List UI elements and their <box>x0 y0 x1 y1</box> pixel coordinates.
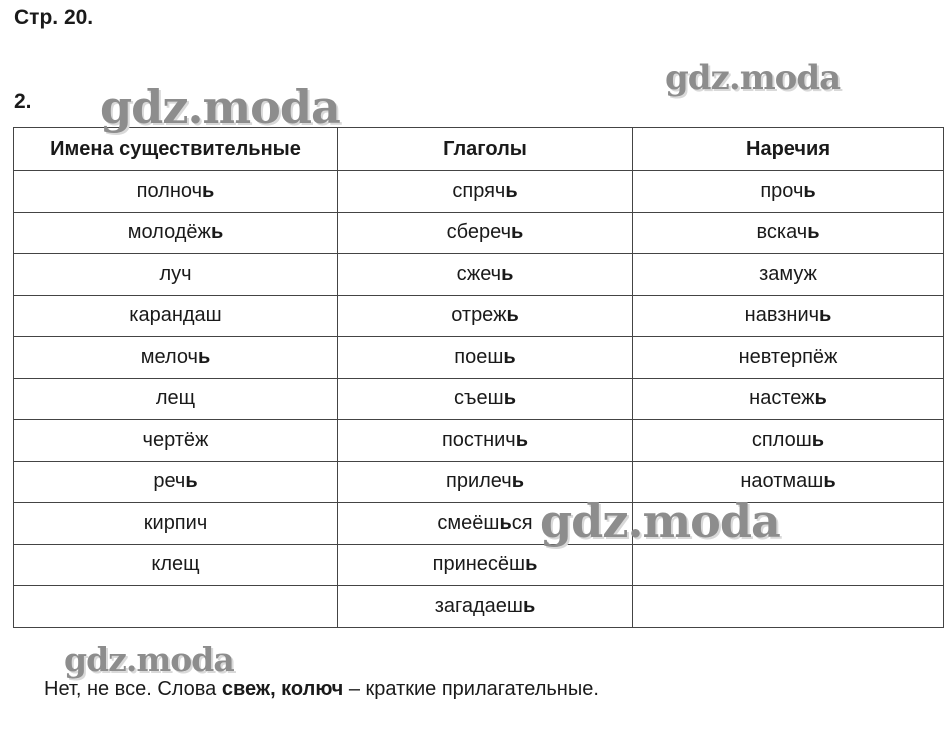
word-stem: невтерпёж <box>738 345 838 368</box>
noun-cell <box>14 544 338 586</box>
conclusion-rest: – краткие прилагательные. <box>343 678 599 700</box>
word-stem: проч <box>760 179 804 202</box>
adverb-cell <box>633 544 944 586</box>
adverb-cell <box>633 295 944 337</box>
table-row <box>14 337 944 379</box>
word-stem: полноч <box>136 179 203 202</box>
table-row <box>14 544 944 586</box>
word-stem: лещ <box>155 387 196 410</box>
word-ending: ь <box>499 511 512 534</box>
word-ending: ь <box>185 470 198 493</box>
word-stem: спряч <box>452 179 506 202</box>
watermark: gdz.moda <box>64 640 234 679</box>
verb-cell <box>338 254 633 296</box>
noun-cell <box>14 295 338 337</box>
word-stem: поеш <box>454 345 504 368</box>
watermark: gdz.moda <box>100 80 340 134</box>
adverb-cell <box>633 337 944 379</box>
page-title: Стр. 20. <box>14 6 94 29</box>
verb-cell <box>338 171 633 213</box>
adverb-cell <box>633 254 944 296</box>
word-stem: отреж <box>451 304 507 327</box>
word-ending: ь <box>823 470 836 493</box>
conclusion-text <box>44 678 599 701</box>
header-adverbs: Наречия <box>633 128 944 171</box>
verb-cell <box>338 586 633 628</box>
conclusion-lead: Нет, не все. Слова <box>44 678 222 700</box>
verb-cell <box>338 337 633 379</box>
noun-cell <box>14 461 338 503</box>
noun-cell <box>14 212 338 254</box>
table-row <box>14 420 944 462</box>
word-ending: ь <box>525 553 538 576</box>
word-ending: ь <box>506 304 519 327</box>
noun-cell <box>14 420 338 462</box>
word-stem: карандаш <box>129 304 222 327</box>
table-row <box>14 586 944 628</box>
watermark: gdz.moda <box>540 494 780 548</box>
word-ending: ь <box>210 221 224 244</box>
table-row <box>14 212 944 254</box>
word-stem: навзнич <box>744 304 820 327</box>
table-row <box>14 254 944 296</box>
word-stem: принесёш <box>432 553 526 576</box>
word-stem: реч <box>153 470 186 493</box>
conclusion-words: свеж, колюч <box>221 678 344 700</box>
word-stem: клещ <box>151 553 200 576</box>
word-stem: сбереч <box>446 221 512 244</box>
verb-cell <box>338 378 633 420</box>
noun-cell <box>14 503 338 545</box>
word-stem: сжеч <box>456 262 502 285</box>
word-stem: постнич <box>441 428 516 451</box>
adverb-cell <box>633 586 944 628</box>
word-ending: ь <box>803 179 816 202</box>
table-row <box>14 461 944 503</box>
verb-cell <box>338 295 633 337</box>
noun-cell <box>14 337 338 379</box>
task-number: 2. <box>14 90 32 113</box>
word-stem: мелоч <box>140 345 198 368</box>
noun-cell <box>14 171 338 213</box>
word-stem: кирпич <box>143 511 208 534</box>
word-ending: ь <box>503 345 516 368</box>
word-ending: ь <box>501 262 514 285</box>
word-stem: вскач <box>756 221 808 244</box>
header-verbs: Глаголы <box>338 128 633 171</box>
word-ending: ь <box>819 304 832 327</box>
noun-cell <box>14 586 338 628</box>
word-ending: ь <box>811 428 825 451</box>
header-nouns: Имена существительные <box>14 128 338 171</box>
word-stem: съеш <box>454 387 504 410</box>
word-ending: ь <box>503 387 516 410</box>
word-stem: чертёж <box>142 428 209 451</box>
table-row <box>14 378 944 420</box>
word-ending: ь <box>807 221 820 244</box>
word-ending: ь <box>197 345 211 368</box>
word-stem: замуж <box>759 262 817 285</box>
word-ending: ь <box>515 428 529 451</box>
noun-cell <box>14 378 338 420</box>
word-ending: ь <box>505 179 518 202</box>
word-stem: наотмаш <box>740 470 824 493</box>
word-stem: луч <box>159 262 192 285</box>
verb-cell <box>338 420 633 462</box>
word-stem: молодёж <box>127 221 211 244</box>
word-stem: смеёш <box>437 511 500 534</box>
words-table <box>13 127 944 628</box>
verb-cell <box>338 544 633 586</box>
word-ending: ь <box>511 221 524 244</box>
adverb-cell <box>633 212 944 254</box>
word-tail: ся <box>511 511 533 534</box>
watermark: gdz.moda <box>665 58 841 98</box>
table-body <box>14 171 944 628</box>
word-stem: прилеч <box>446 470 512 493</box>
adverb-cell <box>633 378 944 420</box>
word-ending: ь <box>511 470 524 493</box>
table-row <box>14 295 944 337</box>
word-stem: сплош <box>751 428 812 451</box>
verb-cell <box>338 212 633 254</box>
word-stem: настеж <box>749 387 815 410</box>
table-row <box>14 171 944 213</box>
adverb-cell <box>633 171 944 213</box>
word-ending: ь <box>522 594 536 617</box>
word-stem: загадаеш <box>434 594 523 617</box>
table-row <box>14 503 944 545</box>
word-ending: ь <box>814 387 827 410</box>
noun-cell <box>14 254 338 296</box>
word-ending: ь <box>202 179 215 202</box>
adverb-cell <box>633 420 944 462</box>
